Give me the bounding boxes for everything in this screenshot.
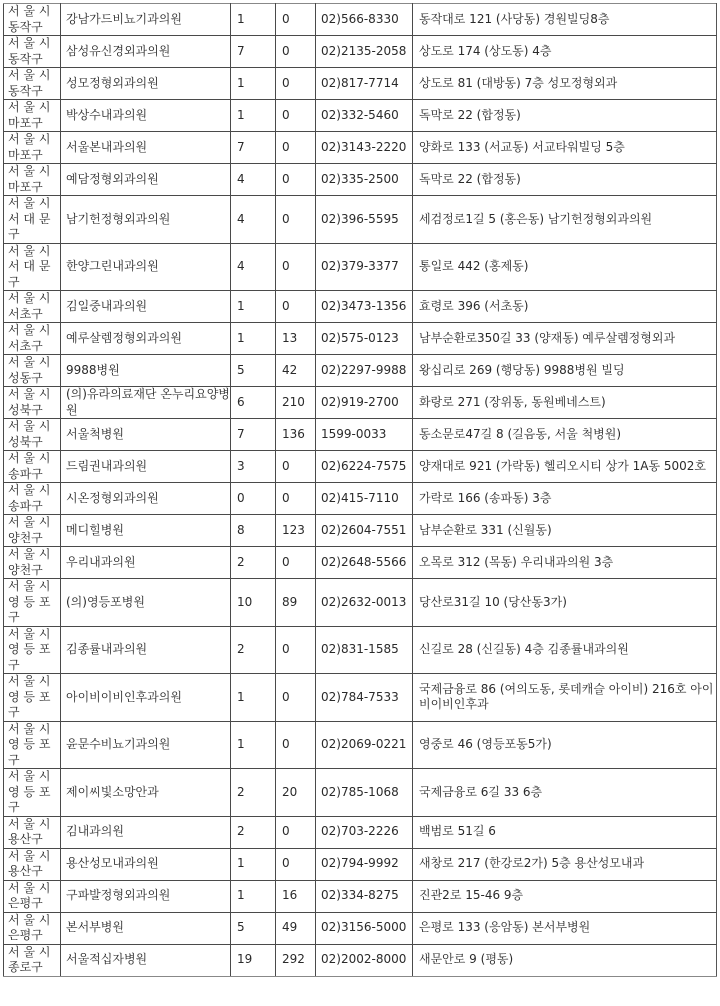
region-city: 서 울 시 [8, 291, 51, 305]
cell-doctors: 2 [231, 816, 276, 848]
cell-doctors: 2 [231, 769, 276, 817]
cell-phone: 02)3156-5000 [316, 912, 413, 944]
region-city: 서 울 시 [8, 848, 51, 863]
cell-phone: 02)2297-9988 [316, 355, 413, 387]
cell-region [4, 243, 61, 291]
cell-doctors: 5 [231, 912, 276, 944]
table-row [4, 164, 717, 196]
cell-address: 화랑로 271 (장위동, 동원베네스트) [413, 387, 717, 419]
cell-region [4, 769, 61, 817]
cell-beds: 0 [276, 848, 316, 880]
cell-beds: 13 [276, 323, 316, 355]
cell-phone: 02)334-8275 [316, 880, 413, 912]
cell-address: 새문안로 9 (평동) [413, 944, 717, 976]
cell-hospital-name: 예루살렘정형외과의원 [61, 323, 231, 355]
cell-phone: 02)6224-7575 [316, 451, 413, 483]
cell-phone: 02)575-0123 [316, 323, 413, 355]
region-city: 서 울 시 [8, 483, 51, 497]
region-district: 은평구 [8, 928, 43, 942]
cell-region [4, 816, 61, 848]
table-row [4, 291, 717, 323]
cell-address: 세검정로1길 5 (홍은동) 남기헌정형외과의원 [413, 196, 717, 244]
cell-doctors: 1 [231, 68, 276, 100]
cell-beds: 0 [276, 132, 316, 164]
table-row [4, 196, 717, 244]
region-district: 동작구 [8, 51, 43, 66]
cell-doctors: 2 [231, 626, 276, 674]
table-row [4, 483, 717, 515]
region-district: 마포구 [8, 115, 43, 130]
table-row [4, 880, 717, 912]
region-district: 서초구 [8, 338, 43, 353]
cell-region [4, 291, 61, 323]
cell-doctors: 1 [231, 4, 276, 36]
table-row [4, 387, 717, 419]
cell-address: 독막로 22 (합정동) [413, 164, 717, 196]
cell-address: 백범로 51길 6 [413, 816, 717, 848]
cell-doctors: 1 [231, 100, 276, 132]
region-district: 은평구 [8, 896, 43, 910]
cell-address: 통일로 442 (홍제동) [413, 243, 717, 291]
cell-region [4, 880, 61, 912]
cell-beds: 0 [276, 674, 316, 722]
cell-hospital-name: 아이비이비인후과의원 [61, 674, 231, 722]
region-city: 서 울 시 [8, 419, 51, 433]
region-district: 성북구 [8, 402, 43, 417]
region-district: 영 등 포 [8, 689, 51, 704]
cell-region [4, 323, 61, 355]
cell-region [4, 419, 61, 451]
cell-beds: 0 [276, 547, 316, 579]
cell-address: 왕십리로 269 (행당동) 9988병원 빌딩 [413, 355, 717, 387]
cell-doctors: 1 [231, 880, 276, 912]
table-row [4, 4, 717, 36]
cell-doctors: 7 [231, 419, 276, 451]
cell-doctors: 4 [231, 243, 276, 291]
cell-hospital-name: 강남가드비뇨기과의원 [61, 4, 231, 36]
cell-phone: 02)415-7110 [316, 483, 413, 515]
cell-region [4, 912, 61, 944]
region-city: 서 울 시 [8, 68, 51, 82]
region-city: 서 울 시 [8, 674, 51, 688]
cell-phone: 02)2002-8000 [316, 944, 413, 976]
cell-hospital-name: 9988병원 [61, 355, 231, 387]
cell-doctors: 7 [231, 132, 276, 164]
table-row [4, 579, 717, 627]
cell-address: 상도로 81 (대방동) 7층 성모정형외과 [413, 68, 717, 100]
cell-region [4, 100, 61, 132]
region-city: 서 울 시 [8, 515, 51, 529]
cell-hospital-name: 한양그린내과의원 [61, 243, 231, 291]
cell-beds: 0 [276, 626, 316, 674]
cell-doctors: 1 [231, 674, 276, 722]
region-district-suffix: 구 [8, 274, 20, 289]
table-row [4, 515, 717, 547]
region-district-suffix: 구 [8, 800, 20, 814]
cell-phone: 02)703-2226 [316, 816, 413, 848]
table-row [4, 355, 717, 387]
region-city: 서 울 시 [8, 880, 51, 895]
region-city: 서 울 시 [8, 816, 51, 831]
cell-hospital-name: 제이씨빛소망안과 [61, 769, 231, 817]
cell-address: 양화로 133 (서교동) 서교타워빌딩 5층 [413, 132, 717, 164]
region-district-suffix: 구 [8, 752, 20, 767]
region-district: 서초구 [8, 306, 43, 321]
cell-doctors: 8 [231, 515, 276, 547]
region-city: 서 울 시 [8, 196, 51, 210]
cell-address: 국제금융로 86 (여의도동, 롯데캐슬 아이비) 216호 아이비이비인후과 [413, 674, 717, 722]
cell-phone: 02)831-1585 [316, 626, 413, 674]
cell-beds: 0 [276, 4, 316, 36]
cell-beds: 0 [276, 36, 316, 68]
table-row [4, 451, 717, 483]
cell-hospital-name: 서울적십자병원 [61, 944, 231, 976]
region-district: 마포구 [8, 179, 43, 194]
cell-beds: 0 [276, 721, 316, 769]
cell-address: 가락로 166 (송파동) 3층 [413, 483, 717, 515]
cell-doctors: 1 [231, 291, 276, 323]
cell-doctors: 19 [231, 944, 276, 976]
cell-beds: 292 [276, 944, 316, 976]
region-district: 종로구 [8, 960, 43, 974]
cell-doctors: 2 [231, 547, 276, 579]
table-row [4, 243, 717, 291]
cell-address: 당산로31길 10 (당산동3가) [413, 579, 717, 627]
region-city: 서 울 시 [8, 579, 51, 593]
region-city: 서 울 시 [8, 36, 51, 50]
region-city: 서 울 시 [8, 243, 51, 258]
cell-hospital-name: 메디힐병원 [61, 515, 231, 547]
cell-address: 남부순환로350길 33 (양재동) 예루살렘정형외과 [413, 323, 717, 355]
cell-hospital-name: 김종률내과의원 [61, 626, 231, 674]
region-district-suffix: 구 [8, 657, 20, 672]
cell-doctors: 1 [231, 848, 276, 880]
region-district: 서 대 문 [8, 259, 51, 273]
cell-phone: 02)3473-1356 [316, 291, 413, 323]
region-city: 서 울 시 [8, 451, 51, 465]
cell-address: 진관2로 15-46 9층 [413, 880, 717, 912]
cell-phone: 02)566-8330 [316, 4, 413, 36]
cell-hospital-name: 성모정형외과의원 [61, 68, 231, 100]
region-city: 서 울 시 [8, 944, 51, 959]
cell-hospital-name: 김내과의원 [61, 816, 231, 848]
cell-address: 양재대로 921 (가락동) 헬리오시티 상가 1A동 5002호 [413, 451, 717, 483]
region-district: 용산구 [8, 864, 43, 878]
region-district: 영 등 포 [8, 642, 51, 656]
table-row [4, 944, 717, 976]
cell-beds: 89 [276, 579, 316, 627]
table-row [4, 674, 717, 722]
cell-beds: 0 [276, 196, 316, 244]
table-body [4, 4, 717, 977]
cell-beds: 136 [276, 419, 316, 451]
region-district: 성동구 [8, 370, 43, 385]
cell-doctors: 10 [231, 579, 276, 627]
cell-phone: 02)2632-0013 [316, 579, 413, 627]
cell-phone: 02)2604-7551 [316, 515, 413, 547]
cell-hospital-name: (의)유라의료재단 온누리요양병원 [61, 387, 231, 419]
cell-hospital-name: 용산성모내과의원 [61, 848, 231, 880]
cell-address: 새창로 217 (한강로2가) 5층 용산성모내과 [413, 848, 717, 880]
cell-region [4, 848, 61, 880]
region-district: 송파구 [8, 498, 43, 513]
cell-doctors: 6 [231, 387, 276, 419]
cell-beds: 0 [276, 100, 316, 132]
cell-address: 영중로 46 (영등포동5가) [413, 721, 717, 769]
region-city: 서 울 시 [8, 626, 51, 641]
cell-region [4, 68, 61, 100]
table-row [4, 721, 717, 769]
cell-phone: 02)379-3377 [316, 243, 413, 291]
region-district: 용산구 [8, 832, 43, 846]
cell-hospital-name: 김일중내과의원 [61, 291, 231, 323]
region-city: 서 울 시 [8, 323, 51, 337]
region-city: 서 울 시 [8, 100, 51, 114]
cell-address: 동소문로47길 8 (길음동, 서울 척병원) [413, 419, 717, 451]
cell-phone: 02)335-2500 [316, 164, 413, 196]
region-district: 동작구 [8, 83, 43, 98]
region-city: 서 울 시 [8, 355, 51, 369]
cell-address: 신길로 28 (신길동) 4층 김종률내과의원 [413, 626, 717, 674]
region-city: 서 울 시 [8, 387, 51, 401]
cell-hospital-name: 서울본내과의원 [61, 132, 231, 164]
cell-phone: 02)919-2700 [316, 387, 413, 419]
table-row [4, 848, 717, 880]
cell-beds: 42 [276, 355, 316, 387]
cell-address: 독막로 22 (합정동) [413, 100, 717, 132]
cell-address: 은평로 133 (응암동) 본서부병원 [413, 912, 717, 944]
cell-doctors: 5 [231, 355, 276, 387]
cell-phone: 02)2648-5566 [316, 547, 413, 579]
table-row [4, 769, 717, 817]
cell-address: 국제금융로 6길 33 6층 [413, 769, 717, 817]
document-page [3, 3, 717, 977]
region-district: 양천구 [8, 530, 43, 545]
cell-hospital-name: 삼성유신경외과의원 [61, 36, 231, 68]
region-district: 마포구 [8, 147, 43, 162]
table-row [4, 132, 717, 164]
cell-doctors: 3 [231, 451, 276, 483]
table-row [4, 419, 717, 451]
cell-region [4, 132, 61, 164]
cell-region [4, 164, 61, 196]
table-row [4, 68, 717, 100]
region-city: 서 울 시 [8, 769, 51, 783]
table-row [4, 100, 717, 132]
cell-beds: 0 [276, 291, 316, 323]
cell-address: 오목로 312 (목동) 우리내과의원 3층 [413, 547, 717, 579]
region-district: 서 대 문 [8, 211, 51, 226]
region-district: 송파구 [8, 466, 43, 481]
region-city: 서 울 시 [8, 912, 51, 927]
region-city: 서 울 시 [8, 164, 51, 178]
region-district-suffix: 구 [8, 610, 20, 624]
region-district: 양천구 [8, 562, 43, 577]
cell-hospital-name: 예담정형외과의원 [61, 164, 231, 196]
cell-hospital-name: 우리내과의원 [61, 547, 231, 579]
region-district: 동작구 [8, 19, 43, 34]
cell-address: 남부순환로 331 (신월동) [413, 515, 717, 547]
cell-region [4, 944, 61, 976]
cell-hospital-name: 구파발정형외과의원 [61, 880, 231, 912]
cell-region [4, 4, 61, 36]
region-district: 영 등 포 [8, 594, 51, 609]
cell-address: 동작대로 121 (사당동) 경원빌딩8층 [413, 4, 717, 36]
cell-phone: 02)794-9992 [316, 848, 413, 880]
cell-hospital-name: 시온정형외과의원 [61, 483, 231, 515]
cell-region [4, 196, 61, 244]
table-row [4, 547, 717, 579]
cell-phone: 02)3143-2220 [316, 132, 413, 164]
cell-phone: 02)785-1068 [316, 769, 413, 817]
cell-phone: 02)817-7714 [316, 68, 413, 100]
cell-hospital-name: 본서부병원 [61, 912, 231, 944]
region-district: 영 등 포 [8, 737, 51, 751]
table-row [4, 912, 717, 944]
cell-region [4, 355, 61, 387]
region-city: 서 울 시 [8, 4, 51, 18]
cell-hospital-name: (의)영등포병원 [61, 579, 231, 627]
region-city: 서 울 시 [8, 132, 51, 146]
region-city: 서 울 시 [8, 721, 51, 736]
cell-region [4, 626, 61, 674]
cell-region [4, 674, 61, 722]
cell-beds: 49 [276, 912, 316, 944]
cell-region [4, 36, 61, 68]
cell-beds: 0 [276, 483, 316, 515]
cell-phone: 02)396-5595 [316, 196, 413, 244]
region-district-suffix: 구 [8, 705, 20, 719]
cell-doctors: 7 [231, 36, 276, 68]
cell-doctors: 4 [231, 196, 276, 244]
cell-beds: 210 [276, 387, 316, 419]
cell-doctors: 0 [231, 483, 276, 515]
region-district: 성북구 [8, 434, 43, 449]
cell-hospital-name: 서울척병원 [61, 419, 231, 451]
cell-address: 상도로 174 (상도동) 4층 [413, 36, 717, 68]
region-district-suffix: 구 [8, 227, 20, 241]
cell-doctors: 4 [231, 164, 276, 196]
cell-beds: 0 [276, 164, 316, 196]
cell-phone: 02)2069-0221 [316, 721, 413, 769]
cell-region [4, 483, 61, 515]
table-row [4, 323, 717, 355]
cell-hospital-name: 남기헌정형외과의원 [61, 196, 231, 244]
cell-doctors: 1 [231, 323, 276, 355]
cell-beds: 0 [276, 68, 316, 100]
cell-phone: 1599-0033 [316, 419, 413, 451]
cell-beds: 16 [276, 880, 316, 912]
table-row [4, 816, 717, 848]
cell-phone: 02)784-7533 [316, 674, 413, 722]
cell-hospital-name: 윤문수비뇨기과의원 [61, 721, 231, 769]
cell-doctors: 1 [231, 721, 276, 769]
table-row [4, 626, 717, 674]
cell-phone: 02)2135-2058 [316, 36, 413, 68]
cell-address: 효령로 396 (서초동) [413, 291, 717, 323]
region-city: 서 울 시 [8, 547, 51, 561]
cell-region [4, 387, 61, 419]
hospital-table [3, 3, 717, 977]
region-district: 영 등 포 [8, 784, 51, 799]
cell-beds: 20 [276, 769, 316, 817]
cell-region [4, 721, 61, 769]
cell-region [4, 547, 61, 579]
table-row [4, 36, 717, 68]
cell-phone: 02)332-5460 [316, 100, 413, 132]
cell-beds: 0 [276, 451, 316, 483]
cell-beds: 123 [276, 515, 316, 547]
cell-region [4, 451, 61, 483]
cell-hospital-name: 드림권내과의원 [61, 451, 231, 483]
cell-region [4, 515, 61, 547]
cell-region [4, 579, 61, 627]
cell-beds: 0 [276, 816, 316, 848]
cell-beds: 0 [276, 243, 316, 291]
cell-hospital-name: 박상수내과의원 [61, 100, 231, 132]
